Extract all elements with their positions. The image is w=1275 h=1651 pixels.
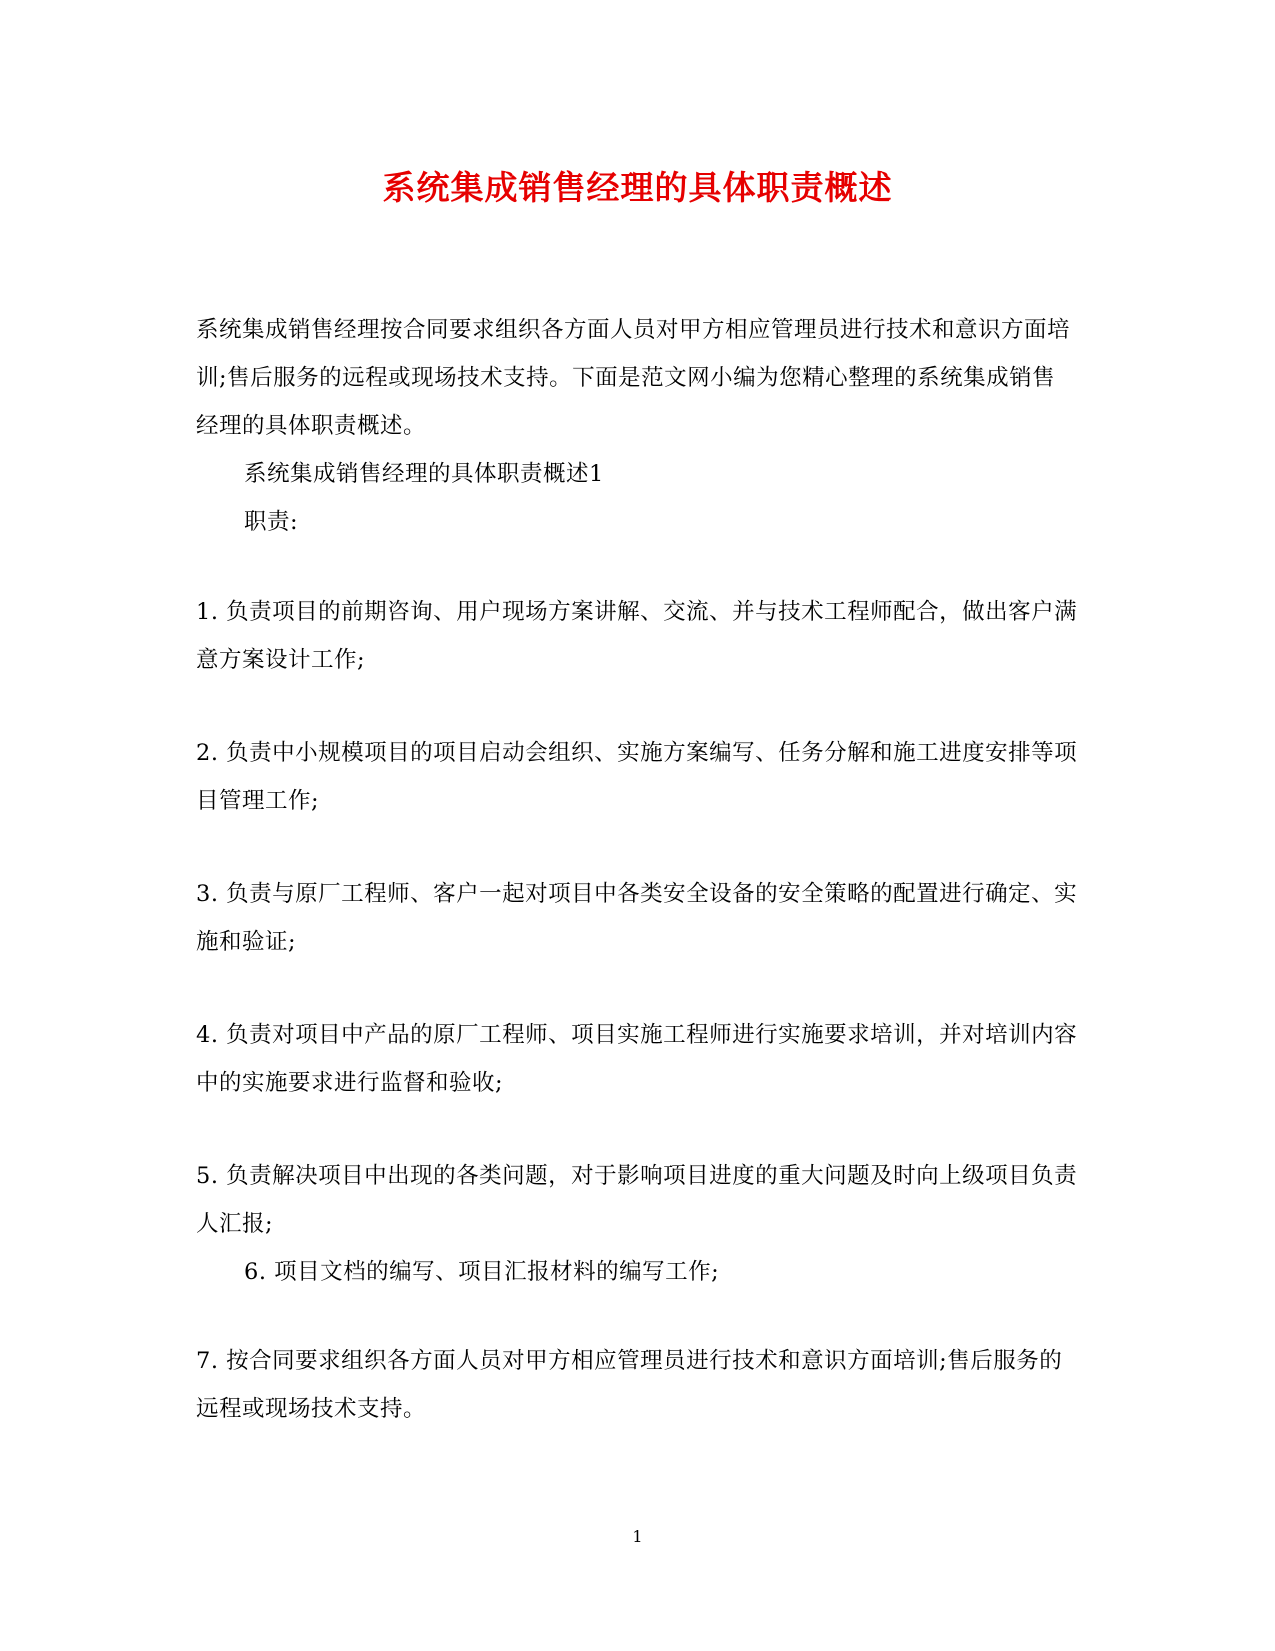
- page-number: 1: [632, 1527, 643, 1546]
- list-item: 1. 负责项目的前期咨询、用户现场方案讲解、交流、并与技术工程师配合，做出客户满意方案设计工作;: [196, 599, 1078, 673]
- section-heading: 系统集成销售经理的具体职责概述1: [244, 461, 604, 487]
- list-item: 6. 项目文档的编写、项目汇报材料的编写工作;: [244, 1259, 720, 1285]
- list-item: 5. 负责解决项目中出现的各类问题，对于影响项目进度的重大问题及时向上级项目负责人汇报;: [196, 1163, 1078, 1237]
- list-item: 7. 按合同要求组织各方面人员对甲方相应管理员进行技术和意识方面培训;售后服务的远程或现场技术支持。: [196, 1348, 1063, 1422]
- list-item: 2. 负责中小规模项目的项目启动会组织、实施方案编写、任务分解和施工进度安排等项目管理工作;: [196, 740, 1078, 814]
- duties-label: 职责:: [244, 509, 299, 535]
- list-item: 3. 负责与原厂工程师、客户一起对项目中各类安全设备的安全策略的配置进行确定、实施和验证;: [196, 881, 1078, 955]
- list-item: 4. 负责对项目中产品的原厂工程师、项目实施工程师进行实施要求培训，并对培训内容中的实施要求进行监督和验收;: [196, 1022, 1078, 1096]
- document-title: 系统集成销售经理的具体职责概述: [382, 168, 893, 207]
- intro-paragraph: 系统集成销售经理按合同要求组织各方面人员对甲方相应管理员进行技术和意识方面培训;售后服务的远程或现场技术支持。下面是范文网小编为您精心整理的系统集成销售经理的具体职责概述。: [196, 317, 1071, 439]
